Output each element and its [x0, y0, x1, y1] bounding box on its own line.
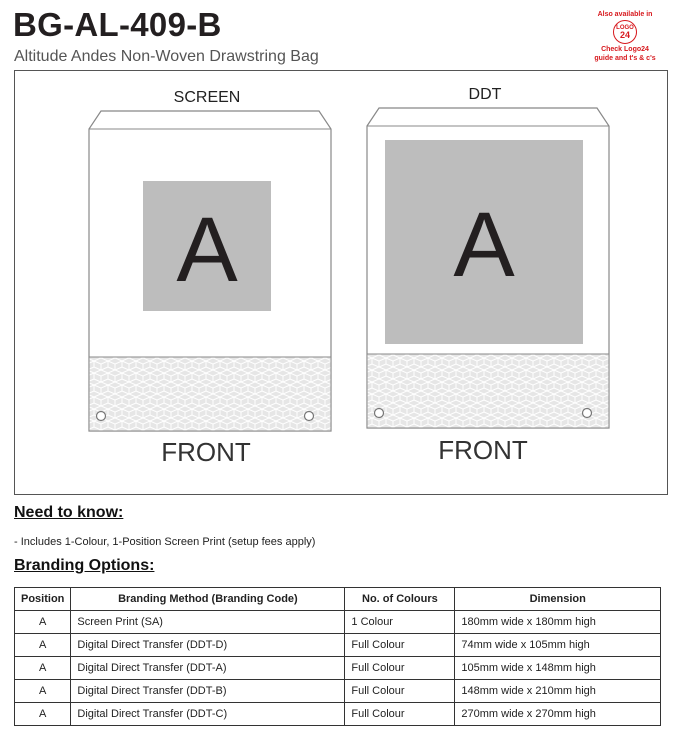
need-to-know-note: - Includes 1-Colour, 1-Position Screen Print (setup fees apply) — [14, 536, 316, 548]
column-header-method: Branding Method (Branding Code) — [71, 588, 345, 611]
table-header-row — [15, 588, 661, 611]
logo24-badge — [585, 10, 665, 63]
cell-colours: Full Colour — [345, 657, 455, 680]
cell-position: A — [15, 703, 71, 726]
cell-colours: Full Colour — [345, 680, 455, 703]
need-to-know-heading: Need to know: — [14, 504, 124, 521]
cell-colours: Full Colour — [345, 634, 455, 657]
cell-dimension: 105mm wide x 148mm high — [455, 657, 661, 680]
cell-position: A — [15, 657, 71, 680]
cell-colours: 1 Colour — [345, 611, 455, 634]
cell-method: Digital Direct Transfer (DDT-C) — [71, 703, 345, 726]
cell-position: A — [15, 680, 71, 703]
column-header-position: Position — [15, 588, 71, 611]
cell-position: A — [15, 611, 71, 634]
table-row — [15, 634, 661, 657]
cell-dimension: 148mm wide x 210mm high — [455, 680, 661, 703]
cell-dimension: 270mm wide x 270mm high — [455, 703, 661, 726]
column-header-dimension: Dimension — [455, 588, 661, 611]
bag-diagram-frame — [14, 70, 668, 495]
bag-illustration-ddt — [365, 106, 611, 432]
logo24-line1: Also available in — [597, 11, 653, 18]
logo24-line2: Check Logo24 — [601, 46, 649, 53]
table-row — [15, 703, 661, 726]
table-row — [15, 657, 661, 680]
logo24-icon-number: 24 — [619, 29, 630, 40]
column-header-colours: No. of Colours — [345, 588, 455, 611]
table-row — [15, 680, 661, 703]
product-subtitle: Altitude Andes Non-Woven Drawstring Bag — [14, 48, 319, 65]
cell-method: Screen Print (SA) — [71, 611, 345, 634]
bag-method-label-screen: SCREEN — [173, 89, 241, 106]
branding-options-table — [14, 587, 661, 726]
bag-method-label-ddt: DDT — [468, 86, 502, 103]
cell-method: Digital Direct Transfer (DDT-D) — [71, 634, 345, 657]
cell-dimension: 74mm wide x 105mm high — [455, 634, 661, 657]
product-code: BG-AL-409-B — [13, 6, 222, 43]
bag-illustration-screen — [87, 109, 333, 435]
cell-colours: Full Colour — [345, 703, 455, 726]
bag-side-label-ddt: FRONT — [438, 435, 528, 465]
table-row — [15, 611, 661, 634]
logo24-icon-top: LOGO — [616, 24, 634, 31]
cell-method: Digital Direct Transfer (DDT-A) — [71, 657, 345, 680]
cell-dimension: 180mm wide x 180mm high — [455, 611, 661, 634]
bag-side-label-screen: FRONT — [161, 437, 251, 467]
logo24-line3: guide and t's & c's — [594, 55, 656, 62]
position-letter-ddt: A — [453, 194, 515, 296]
cell-position: A — [15, 634, 71, 657]
branding-options-heading: Branding Options: — [14, 557, 155, 574]
cell-method: Digital Direct Transfer (DDT-B) — [71, 680, 345, 703]
position-letter-screen: A — [176, 199, 238, 301]
logo24-icon — [613, 20, 637, 44]
